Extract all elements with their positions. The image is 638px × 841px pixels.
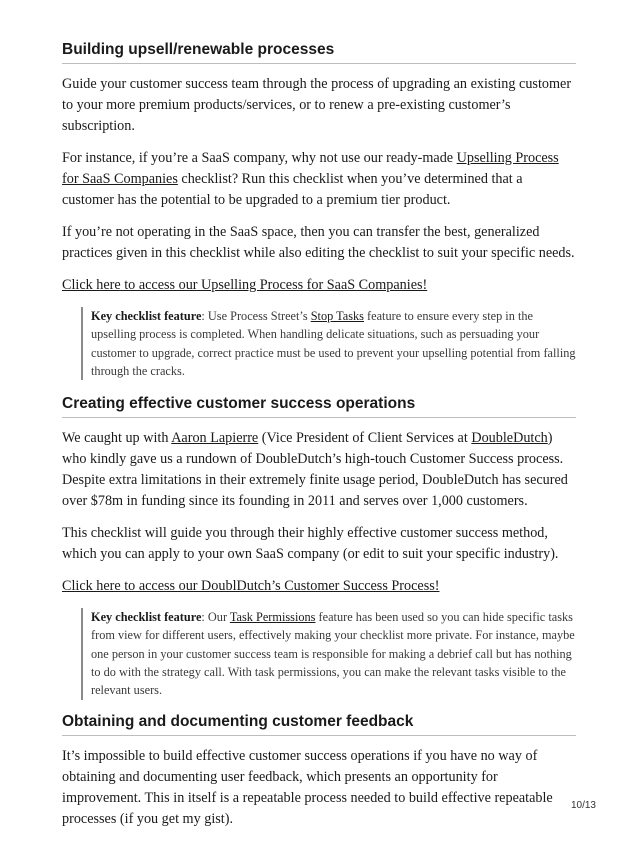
upselling-cta-link[interactable]: Click here to access our Upselling Process for SaaS Companies! bbox=[62, 277, 428, 293]
cta-paragraph bbox=[62, 576, 576, 597]
paragraph: For instance, if you’re a SaaS company, why not use our ready-made Upselling Process for SaaS Companies checklist? Run this checklist when you’ve determined that a customer has the potential to be upgraded to a premium tier product. bbox=[62, 150, 559, 208]
callout-label: Key checklist feature bbox=[91, 610, 202, 625]
paragraph: Guide your customer success team through the process of upgrading an existing customer to your more premium products/services, or to renew a pre-existing customer’s subscription. bbox=[62, 76, 572, 134]
paragraph: This checklist will guide you through their highly effective customer success method, which you can apply to your own SaaS company (or edit to suit your specific industry). bbox=[62, 525, 559, 563]
section-heading: Creating effective customer success operations bbox=[62, 394, 576, 418]
section-feedback bbox=[62, 712, 576, 830]
document-page bbox=[62, 40, 576, 841]
aaron-lapierre-link[interactable]: Aaron Lapierre bbox=[171, 430, 259, 447]
section-upsell bbox=[62, 40, 576, 380]
stop-tasks-link[interactable]: Stop Tasks bbox=[310, 309, 364, 323]
section-heading: Obtaining and documenting customer feedback bbox=[62, 712, 576, 736]
section-customer-success bbox=[62, 394, 576, 699]
task-permissions-link[interactable]: Task Permissions bbox=[229, 610, 316, 625]
section-heading: Building upsell/renewable processes bbox=[62, 40, 576, 64]
key-feature-callout: Key checklist feature: Our Task Permissions feature has been used so you can hide specific tasks from view for different users, effectively making your checklist more private. For instance, maybe one person in your customer success team is responsible for making a debrief call but has nothing to do with the strategy call. With task permissions, you can make the relevant tasks visible to the relevant users. bbox=[81, 608, 576, 699]
paragraph: We caught up with Aaron Lapierre (Vice President of Client Services at DoubleDutch) who kindly gave us a rundown of DoubleDutch’s high-touch Customer Success process. Despite extra limitations in their extremely finite usage period, DoubleDutch has secured over $78m in funding since its founding in 2011 and serves over 1,000 customers. bbox=[62, 430, 568, 510]
doubledutch-cta-link[interactable]: Click here to access our DoublDutch’s Customer Success Process! bbox=[62, 578, 440, 595]
page-number: 10/13 bbox=[570, 800, 596, 811]
paragraph: If you’re not operating in the SaaS space, then you can transfer the best, generalized practices given in this checklist while also editing the checklist to suit your specific needs. bbox=[62, 224, 575, 261]
paragraph: It’s impossible to build effective customer success operations if you have no way of obtaining and documenting user feedback, which presents an opportunity for improvement. This in itself is a repeatable process needed to build effective repeatable processes (if you get my gist). bbox=[62, 747, 553, 827]
callout-label: Key checklist feature bbox=[91, 309, 202, 323]
key-feature-callout: Key checklist feature: Use Process Street’s Stop Tasks feature to ensure every step in the upselling process is completed. When handling delicate situations, such as persuading your customer to upgrade, correct practice must be used to prevent your upselling potential from falling through the cracks. bbox=[81, 307, 576, 380]
doubledutch-link[interactable]: DoubleDutch bbox=[471, 430, 548, 447]
cta-paragraph bbox=[62, 275, 576, 296]
upselling-process-link[interactable]: Upselling Process for SaaS Companies bbox=[62, 150, 559, 187]
